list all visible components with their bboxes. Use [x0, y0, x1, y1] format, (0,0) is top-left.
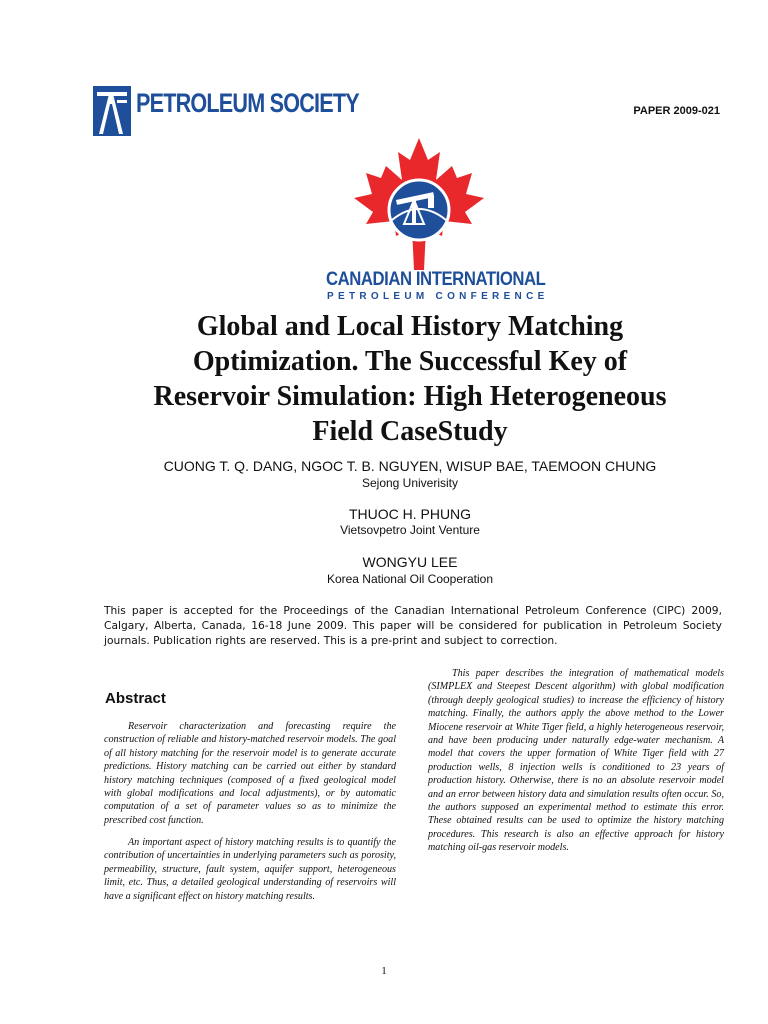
title-line: Optimization. The Successful Key of [192, 346, 628, 377]
abstract-paragraph: An important aspect of history matching results is to quantify the contribution of uncertainties in underlying parameters such as porosity, permeability, structure, fault system, aquifer support, heterogeneous limit, etc. Thus, a detailed geological understanding of reservoirs will have a significant effect on history matching results. [104, 837, 396, 902]
derrick-emblem-icon [93, 86, 131, 136]
abstract-paragraph: This paper describes the integration of mathematical models (SIMPLEX and Steepest Descent algorithm) with global modification (through deeply geological studies) to increase the efficiency of history matching. Finally, the authors apply the above method to the Lower Miocene reservoir at White Tiger field, a highly heterogeneous reservoir, and have been producing under naturally edge-water mechanism. A model that covers the upper formation of White Tiger field with 27 production wells, 8 injection wells is conditioned to 23 years of production history. Otherwise, there is no an absolute reservoir model and an error between history data and simulation results often occur. So, the authors supposed an experimental method to estimate this error. These obtained results can be used to optimize the history matching procedures. This research is also an effective approach for history matching oil-gas reservoir models. [428, 668, 724, 854]
abstract-paragraph: Reservoir characterization and forecasting require the construction of reliable and history-matched reservoir models. The goal of all history matching for the reservoir model is to generate accurate predictions. History matching can be carried out either by standard history matching techniques (composed of a fixed geological model with global modifications and local adjustments), or by automatic computation of a set of parameter values so as to minimize the prescribed cost function. [104, 721, 396, 826]
author-names: WONGYU LEE [362, 554, 458, 570]
conference-name-line1: CANADIAN INTERNATIONAL [326, 269, 546, 290]
abstract-heading: Abstract [105, 690, 166, 707]
conference-name-line2: PETROLEUM CONFERENCE [327, 291, 549, 302]
publication-notice: This paper is accepted for the Proceedings of the Canadian International Petroleum Conference (CIPC) 2009, Calgary, Alberta, Canada, 16-18 June 2009. This paper will be considered for publication in Petroleum Society journals. Publication rights are reserved. This is a pre-print and subject to correction. [104, 604, 722, 647]
author-affiliation: Sejong Univerisity [361, 476, 459, 490]
author-affiliation: Korea National Oil Cooperation [326, 572, 494, 586]
title-line: Field CaseStudy [312, 416, 508, 447]
page-number: 1 [381, 965, 387, 977]
petroleum-society-logo [93, 84, 359, 140]
paper-number: PAPER 2009-021 [633, 105, 720, 117]
author-names: CUONG T. Q. DANG, NGOC T. B. NGUYEN, WISUP BAE, TAEMOON CHUNG [163, 458, 657, 474]
maple-leaf-logo-icon [344, 138, 494, 270]
author-affiliation: Vietsovpetro Joint Venture [340, 523, 480, 537]
author-names: THUOC H. PHUNG [348, 506, 472, 522]
title-line: Global and Local History Matching [196, 311, 624, 342]
paper-title [90, 309, 730, 449]
society-name: PETROLEUM SOCIETY [136, 88, 359, 118]
title-line: Reservoir Simulation: High Heterogeneous [153, 381, 667, 412]
